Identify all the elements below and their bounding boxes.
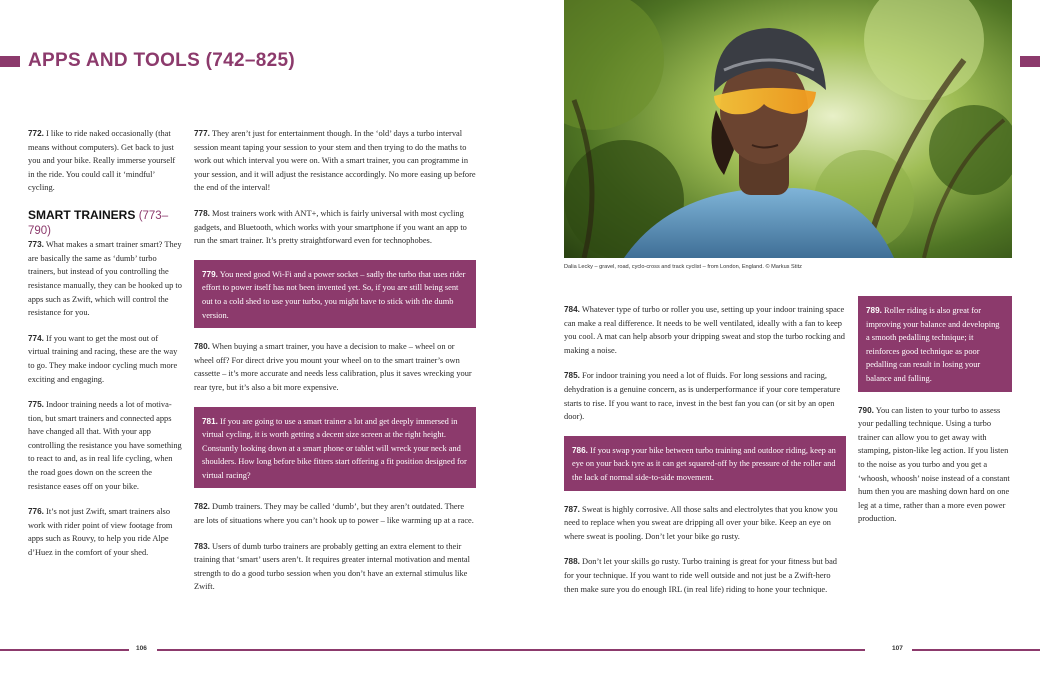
section-heading [28, 209, 182, 238]
tip-number: 772. [28, 129, 44, 138]
tip-text: Whatever type of turbo or roller you use, setting up your indoor training space can make a real difference. It needs to be well ventilated, ideally with a fan to keep you cool. A mat can help absorb your dripping sweat and stop the turbo rocking and making a noise. [564, 305, 845, 355]
footer-rule-left-2 [157, 649, 520, 651]
tip-box [194, 407, 476, 489]
tip-text: I like to ride naked occasionally (that means without computers). Get back to just you and your bike. Really immerse yourself in the ride. You could call it ‘mindful’ cycling. [28, 129, 176, 193]
photo-caption: Dalia Lecky – gravel, road, cyclo-cross and track cyclist – from London, England. © Markus Stitz [564, 264, 802, 270]
tip-paragraph [194, 207, 476, 248]
tip-text: Dumb trainers. They may be called ‘dumb’, but they aren’t outdated. There are lots of situations where you can’t hook up to power – like warming up at a race. [194, 502, 474, 526]
tip-text: What makes a smart trainer smart? They are basically the same as ‘dumb’ turbo trainers, but instead of you controlling the resistance manually, they can be hooked up to apps such as Zwift, which will control the resistance for you. [28, 240, 182, 318]
tip-number: 778. [194, 208, 210, 218]
tip-box [194, 260, 476, 328]
tip-text: You can listen to your turbo to assess your pedalling technique. Using a turbo trainer can allow you to get away with stamping, piston-like leg action. If you listen to the noise as you turbo and you get a ‘whoosh, whoosh’ noise instead of a constant hum then you are mashing down hard on one leg at a time, rather than a more even power production. [858, 405, 1010, 524]
tip-paragraph [28, 398, 182, 493]
tip-number: 779. [202, 269, 218, 279]
tip-text: If you are going to use a smart trainer a lot and get deeply immersed in virtual cycling, it is worth getting a decent size screen at the right height. Constantly looking down at a smart phone or tablet will wreck your neck and shoulders. How long before bike fitters start offering a fit position designed for virtual racing? [202, 416, 467, 480]
tip-text: Roller riding is also great for improving your balance and developing a smooth pedalling technique; it reinforces good technique as poor pedalling can result in losing your balance and falling. [866, 306, 1000, 383]
tip-paragraph [858, 404, 1012, 526]
chapter-tab-marker-right [1020, 56, 1040, 67]
tip-number: 786. [572, 445, 588, 455]
tip-paragraph [564, 369, 846, 423]
tip-number: 773. [28, 240, 44, 250]
tip-number: 777. [194, 129, 210, 138]
tip-paragraph [28, 505, 182, 559]
tip-text: For indoor training you need a lot of fluids. For long sessions and racing, dehydration is a genuine concern, as is underperformance if your core temperature starts to rise. If you want to race, invest in the best fan you can (or sit by an open door). [564, 371, 841, 422]
tip-paragraph [194, 127, 476, 195]
page-number-left: 106 [136, 645, 147, 652]
tip-number: 776. [28, 507, 44, 517]
tip-text: Sweat is highly corrosive. All those salts and electrolytes that you know you need to replace when you sweat are dripping all over your bike. Keep an eye on where sweat is pooling. Don’t let your bike go rusty. [564, 504, 838, 541]
tip-number: 787. [564, 504, 580, 514]
tip-number: 781. [202, 416, 218, 426]
tip-text: If you want to get the most out of virtual training and racing, these are the way to go. They make indoor cycling much more exciting and engaging. [28, 333, 178, 384]
tip-paragraph [28, 127, 182, 195]
section-title: SMART TRAINERS [28, 207, 136, 222]
tip-number: 782. [194, 502, 210, 512]
tip-number: 790. [858, 405, 874, 415]
chapter-tab-marker [0, 56, 20, 67]
tip-number: 780. [194, 342, 210, 352]
right-page [520, 0, 1040, 677]
tip-text: You need good Wi-Fi and a power socket – sadly the turbo that uses rider effort to power itself has not been invented yet. So, if you are still being sent out to a cold shed to use your turbo, you might have to stick with the dumb version. [202, 269, 466, 320]
tip-text: Don’t let your skills go rusty. Turbo training is great for your fitness but bad for your technique. If you want to ride well outside and not just be a Zwift-hero then make sure you do enough IRL (in real life) riding to hone your technique. [564, 557, 837, 594]
tip-number: 789. [866, 306, 882, 315]
tip-text: If you swap your bike between turbo training and outdoor riding, keep an eye on your back tyre as it can get squared-off by the pressure of the roller and the lack of normal side-to-side movement. [572, 445, 836, 482]
tip-paragraph [28, 238, 182, 320]
right-column-1 [564, 303, 846, 608]
tip-paragraph [564, 555, 846, 596]
tip-number: 783. [194, 541, 210, 551]
tip-number: 774. [28, 333, 44, 343]
tip-text: Most trainers work with ANT+, which is fairly universal with most cycling gadgets, and Bluetooth, which works with your smartphone if you want an app to run the smart trainer. It’s pretty straightforward even for technophobes. [194, 208, 467, 246]
footer-rule-right [520, 649, 865, 651]
footer-rule-right-2 [912, 649, 1040, 651]
chapter-title: APPS AND TOOLS (742–825) [28, 50, 295, 71]
tip-text: When buying a smart trainer, you have a decision to make – wheel on or wheel off? For direct drive you mount your wheel on to the smart trainer’s own cassette – it’s more accurate and needs less calibration, plus it saves wrecking your rear tyre, but it’s also a bit more expensive. [194, 342, 472, 392]
tip-paragraph [28, 332, 182, 386]
tip-paragraph [564, 503, 846, 544]
tip-paragraph [564, 303, 846, 357]
cyclist-portrait-photo [564, 0, 1012, 258]
tip-number: 788. [564, 557, 580, 567]
left-column-1 [28, 127, 182, 572]
tip-box [564, 436, 846, 491]
tip-paragraph [194, 340, 476, 394]
tip-text: They aren’t just for entertainment though. In the ‘old’ days a turbo interval session meant taping your session to your stem and then trying to do the maths to work out which interval you were on. With a smart trainer, you can programme in your session, and it will adjust the resistance accordingly. No more easing up before the end of the interval! [194, 129, 476, 193]
section-range: (773–790) [28, 209, 169, 237]
tip-paragraph [194, 500, 476, 527]
tip-box [858, 296, 1012, 392]
right-column-2 [858, 296, 1012, 538]
tip-text: It’s not just Zwift, smart trainers also work with rider point of view footage from apps such as Rouvy, to help you ride Alpe d’Huez in the comfort of your shed. [28, 507, 173, 558]
tip-number: 785. [564, 371, 580, 381]
tip-number: 784. [564, 305, 580, 314]
tip-text: Users of dumb turbo trainers are probably getting an extra element to their training that ‘smart’ users aren’t. It requires greater internal motivation and mental strength to do a good turbo session when you don’t have an external stimulus like Zwift. [194, 541, 470, 592]
tip-number: 775. [28, 400, 44, 410]
footer-rule-left [0, 649, 129, 651]
page-number-right: 107 [892, 645, 903, 652]
left-column-2 [194, 127, 476, 606]
tip-paragraph [194, 540, 476, 594]
tip-text: Indoor training needs a lot of motivation, but smart trainers and connected apps have changed all that. With your app controlling the resistance you have something to react to and, as in real life cycling, when the road goes down on the screen the resistance eases off on your bike. [28, 400, 182, 491]
